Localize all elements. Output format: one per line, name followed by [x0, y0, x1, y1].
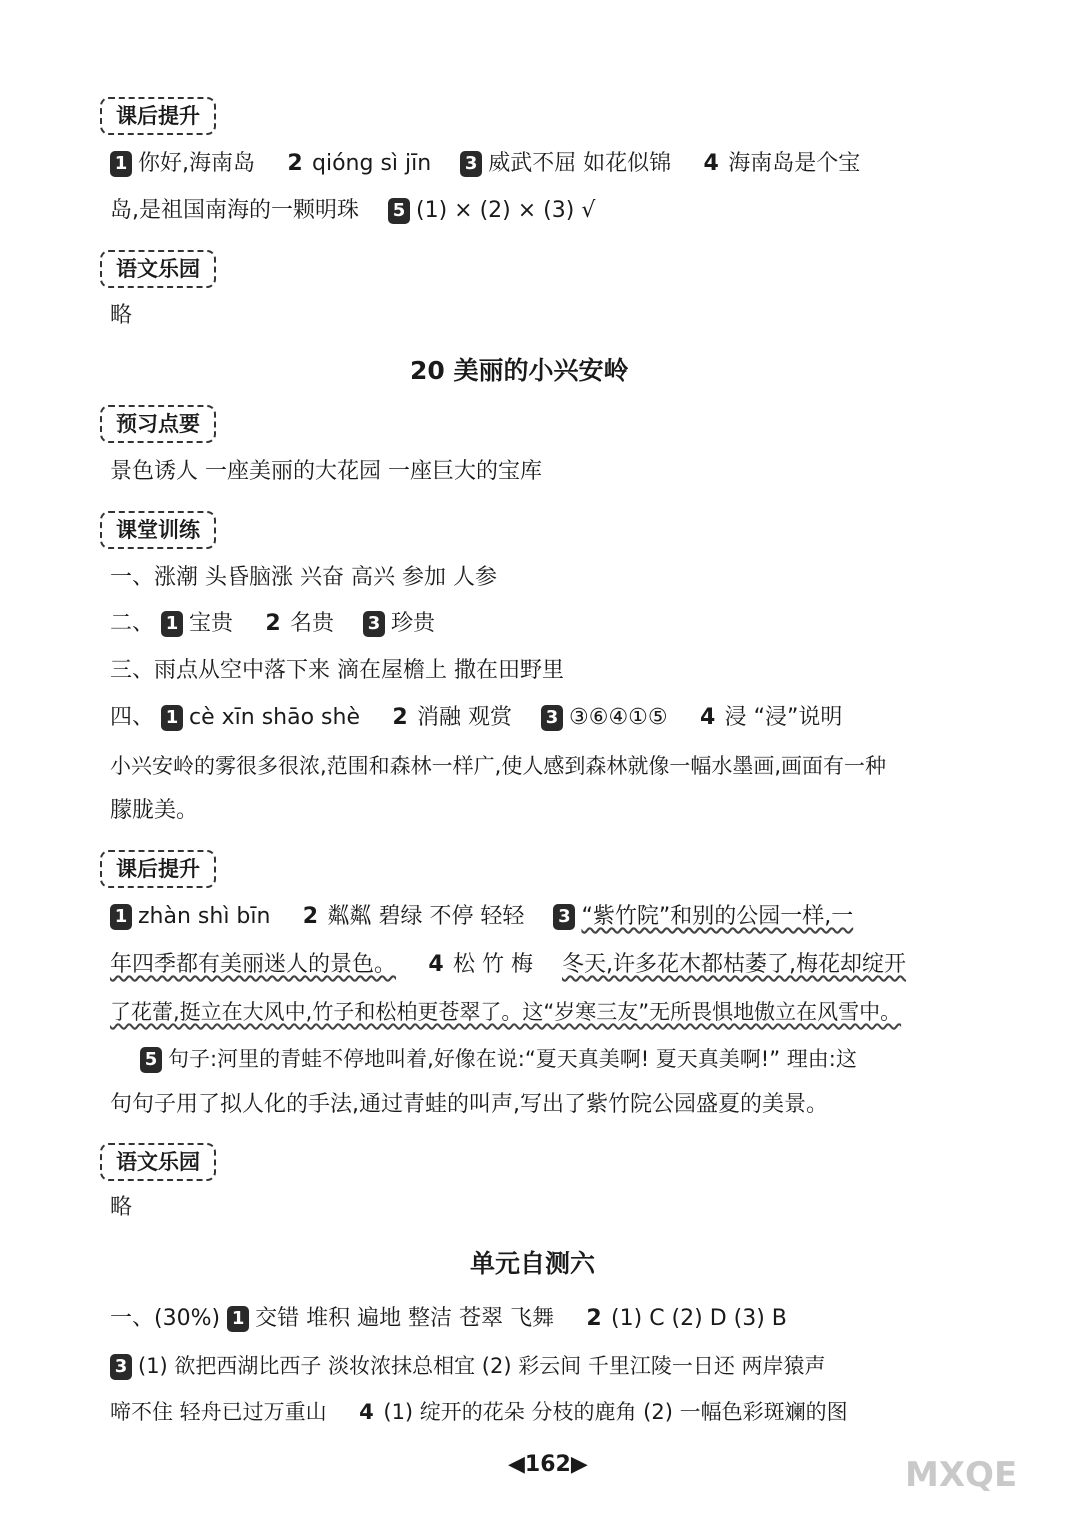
- answer-line: [110, 702, 842, 734]
- answer-text: cè xīn shāo shè: [189, 705, 360, 730]
- answer-number: 3: [110, 1354, 132, 1380]
- answer-text: 你好,海南岛: [138, 151, 255, 176]
- answer-text: 了花蕾,挺立在大风中,竹子和松柏更苍翠了。这“岁寒三友”无所畏惧地傲立在风雪中。: [110, 1000, 902, 1024]
- answer-text: 宝贵: [189, 611, 234, 636]
- answer-text: 三、雨点从空中落下来 滴在屋檐上 撒在田野里: [110, 658, 564, 683]
- answer-number: 2: [302, 904, 319, 929]
- answer-number: 1: [161, 611, 183, 637]
- answer-line: [110, 1303, 787, 1335]
- answer-number: 3: [460, 151, 482, 177]
- answer-number: 1: [161, 705, 183, 731]
- answer-line: [110, 1350, 826, 1382]
- answer-text: (1) × (2) × (3) √: [416, 198, 596, 223]
- section-tag-classroom: 课堂训练: [100, 511, 216, 549]
- answer-text: ③⑥④①⑤: [569, 705, 668, 730]
- answer-text: 四、: [110, 705, 155, 730]
- answer-text: 交错 堆积 遍地 整洁 苍翠 飞舞: [255, 1306, 555, 1331]
- answer-text: (1) C (2) D (3) B: [611, 1306, 787, 1331]
- answer-line: [110, 608, 435, 640]
- answer-text: 松 竹 梅: [453, 952, 534, 977]
- answer-text: 威武不屈 如花似锦: [488, 151, 672, 176]
- answer-line: [110, 148, 860, 180]
- answer-text: 一、(30%): [110, 1306, 221, 1331]
- answer-text: “紫竹院”和别的公园一样,一: [581, 904, 854, 929]
- answer-number: 1: [227, 1306, 249, 1332]
- answer-number: 4: [359, 1400, 374, 1424]
- answer-line: [110, 195, 595, 227]
- answer-text: qióng sì jīn: [312, 151, 432, 176]
- answer-line: [110, 901, 853, 933]
- answer-text: 名贵: [290, 611, 335, 636]
- section-tag-preview: 预习点要: [100, 405, 216, 443]
- answer-text: 浸 “浸”说明: [724, 705, 843, 730]
- answer-text: (1) 绽开的花朵 分枝的鹿角 (2) 一幅色彩斑斓的图: [383, 1400, 848, 1424]
- answer-text: 景色诱人 一座美丽的大花园 一座巨大的宝库: [110, 459, 542, 484]
- answer-number: 2: [586, 1306, 602, 1331]
- answer-number: 4: [699, 705, 716, 730]
- answer-line: [110, 1396, 848, 1428]
- page-number: ◀162▶: [508, 1452, 588, 1477]
- watermark-logo: MXQE: [905, 1455, 1018, 1495]
- answer-number: 1: [110, 151, 132, 177]
- answer-number: 3: [541, 705, 563, 731]
- section-tag-chinese-garden: 语文乐园: [100, 1143, 216, 1181]
- answer-number: 5: [388, 198, 410, 224]
- answer-number: 5: [140, 1047, 162, 1073]
- section-tag-after-class: 课后提升: [100, 850, 216, 888]
- answer-text: 年四季都有美丽迷人的景色。: [110, 952, 397, 977]
- answer-number: 2: [265, 611, 281, 636]
- answer-text: 句子:河里的青蛙不停地叫着,好像在说:“夏天真美啊! 夏天真美啊!” 理由:这: [168, 1047, 857, 1071]
- answer-number: 3: [363, 611, 385, 637]
- answer-text: zhàn shì bīn: [138, 904, 271, 929]
- answer-number: 1: [110, 904, 132, 930]
- answer-number: 2: [287, 151, 303, 176]
- answer-text: 岛,是祖国南海的一颗明珠: [110, 198, 359, 223]
- answer-number: 4: [703, 151, 719, 176]
- answer-text: 海南岛是个宝: [728, 151, 861, 176]
- answer-text: 冬天,许多花木都枯萎了,梅花却绽开: [562, 952, 907, 977]
- answer-line: [140, 1043, 857, 1075]
- answer-number: 4: [428, 952, 444, 977]
- answer-text: 消融 观赏: [417, 705, 512, 730]
- answer-text: 一、涨潮 头昏脑涨 兴奋 高兴 参加 人参: [110, 565, 497, 590]
- answer-text: 略: [110, 303, 133, 328]
- answer-text: (1) 欲把西湖比西子 淡妆浓抹总相宜 (2) 彩云间 千里江陵一日还 两岸猿声: [138, 1354, 826, 1378]
- section-tag-chinese-garden: 语文乐园: [100, 250, 216, 288]
- answer-text: 略: [110, 1195, 133, 1220]
- answer-text: 句句子用了拟人化的手法,通过青蛙的叫声,写出了紫竹院公园盛夏的美景。: [110, 1092, 828, 1117]
- answer-number: 2: [392, 705, 408, 730]
- answer-text: 朦胧美。: [110, 798, 199, 823]
- unit-test-title: 单元自测六: [470, 1249, 596, 1278]
- answer-number: 3: [553, 904, 575, 930]
- section-tag-after-class: 课后提升: [100, 97, 216, 135]
- answer-text: 二、: [110, 611, 155, 636]
- answer-line: [110, 949, 906, 981]
- answer-text: 小兴安岭的雾很多很浓,范围和森林一样广,使人感到森林就像一幅水墨画,画面有一种: [110, 754, 887, 778]
- answer-text: 啼不住 轻舟已过万重山: [110, 1400, 327, 1424]
- answer-text: 粼粼 碧绿 不停 轻轻: [327, 904, 525, 929]
- answer-text: 珍贵: [391, 611, 436, 636]
- lesson-title: 20 美丽的小兴安岭: [410, 356, 629, 385]
- answer-line: [110, 996, 901, 1028]
